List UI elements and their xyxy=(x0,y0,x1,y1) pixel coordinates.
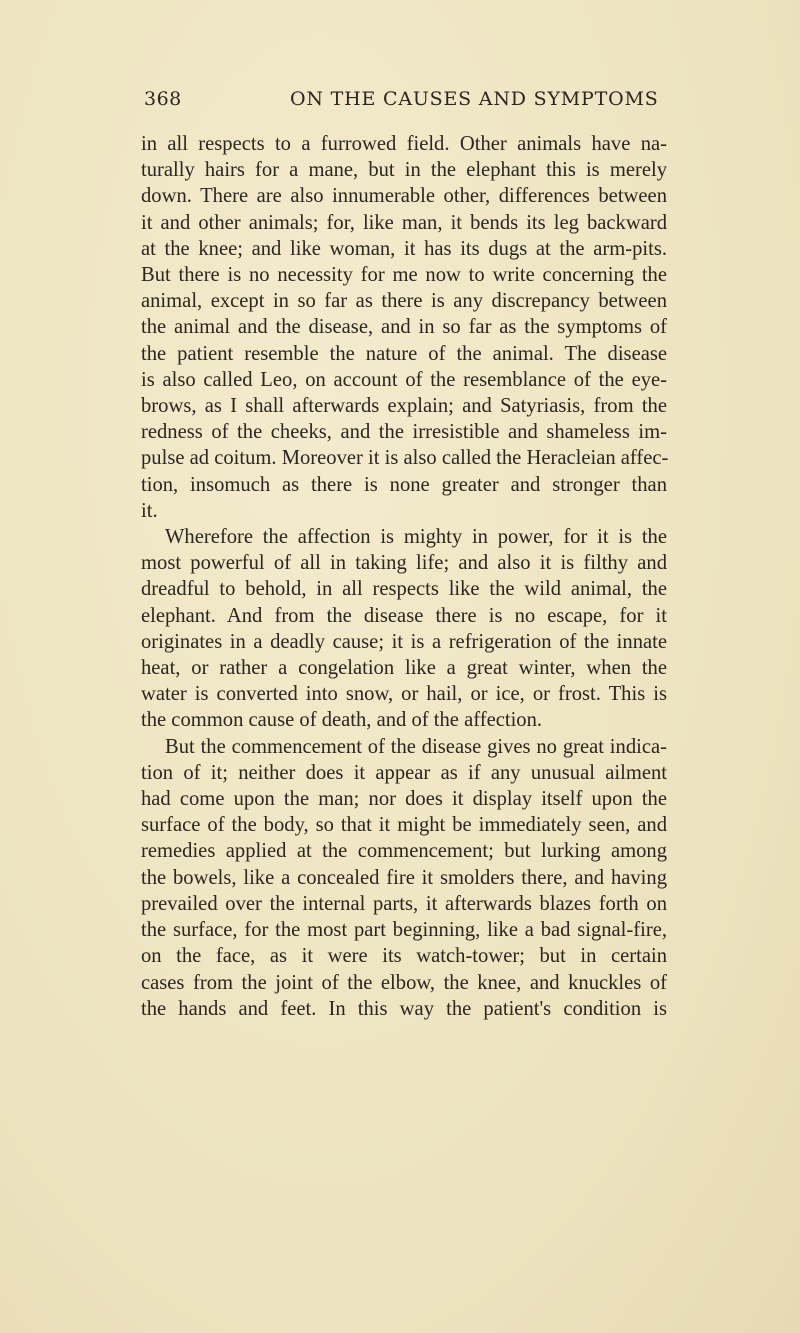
text-line: But there is no necessity for me now to write concerning the xyxy=(141,264,667,287)
text-line: the patient resemble the nature of the animal. The disease xyxy=(141,342,667,365)
paragraph xyxy=(141,524,667,734)
text-line: redness of the cheeks, and the irresistible and shameless im- xyxy=(141,421,667,444)
text-line: cases from the joint of the elbow, the knee, and knuckles of xyxy=(141,971,667,994)
text-line: is also called Leo, on account of the resemblance of the eye- xyxy=(141,368,667,391)
paragraph xyxy=(141,131,667,524)
page-number: 368 xyxy=(144,88,182,110)
text-line: tion of it; neither does it appear as if any unusual ailment xyxy=(141,761,667,784)
text-line: tion, insomuch as there is none greater and stronger than xyxy=(141,473,667,496)
running-head: ON THE CAUSES AND SYMPTOMS xyxy=(290,88,659,110)
paragraph xyxy=(141,734,667,1022)
text-line: the animal and the disease, and in so far as the symptoms of xyxy=(141,316,667,339)
text-line: brows, as I shall afterwards explain; and Satyriasis, from the xyxy=(141,395,667,418)
text-line: turally hairs for a mane, but in the elephant this is merely xyxy=(141,159,667,182)
text-line: prevailed over the internal parts, it afterwards blazes forth on xyxy=(141,892,667,915)
text-line: water is converted into snow, or hail, or ice, or frost. This is xyxy=(141,683,667,706)
text-line: elephant. And from the disease there is no escape, for it xyxy=(141,604,667,627)
page-header xyxy=(0,88,800,118)
text-line: at the knee; and like woman, it has its dugs at the arm-pits. xyxy=(141,237,667,260)
text-line: the surface, for the most part beginning, like a bad signal-fire, xyxy=(141,919,667,942)
text-line: in all respects to a furrowed field. Other animals have na- xyxy=(141,133,667,155)
text-line: But the commencement of the disease gives no great indica- xyxy=(165,735,667,758)
text-line: heat, or rather a congelation like a great winter, when the xyxy=(141,657,667,680)
body-text xyxy=(141,131,667,1022)
text-line: originates in a deadly cause; it is a refrigeration of the innate xyxy=(141,630,667,653)
text-line: on the face, as it were its watch-tower; but in certain xyxy=(141,945,667,968)
text-line: Wherefore the affection is mighty in power, for it is the xyxy=(165,526,667,549)
text-line: down. There are also innumerable other, differences between xyxy=(141,185,667,208)
text-line: surface of the body, so that it might be immediately seen, and xyxy=(141,814,667,837)
text-line: animal, except in so far as there is any discrepancy between xyxy=(141,290,667,313)
text-line: it. xyxy=(141,499,158,522)
text-line: the hands and feet. In this way the patient's condition is xyxy=(141,997,667,1020)
text-line: it and other animals; for, like man, it bends its leg backward xyxy=(141,211,667,234)
text-line: the common cause of death, and of the affection. xyxy=(141,709,543,732)
text-line: dreadful to behold, in all respects like the wild animal, the xyxy=(141,578,667,601)
text-line: remedies applied at the commencement; but lurking among xyxy=(141,840,667,863)
text-line: pulse ad coitum. Moreover it is also called the Heracleian affec- xyxy=(141,447,669,470)
text-line: the bowels, like a concealed fire it smolders there, and having xyxy=(141,866,667,889)
text-line: had come upon the man; nor does it display itself upon the xyxy=(141,788,667,811)
text-line: most powerful of all in taking life; and also it is filthy and xyxy=(141,552,667,575)
